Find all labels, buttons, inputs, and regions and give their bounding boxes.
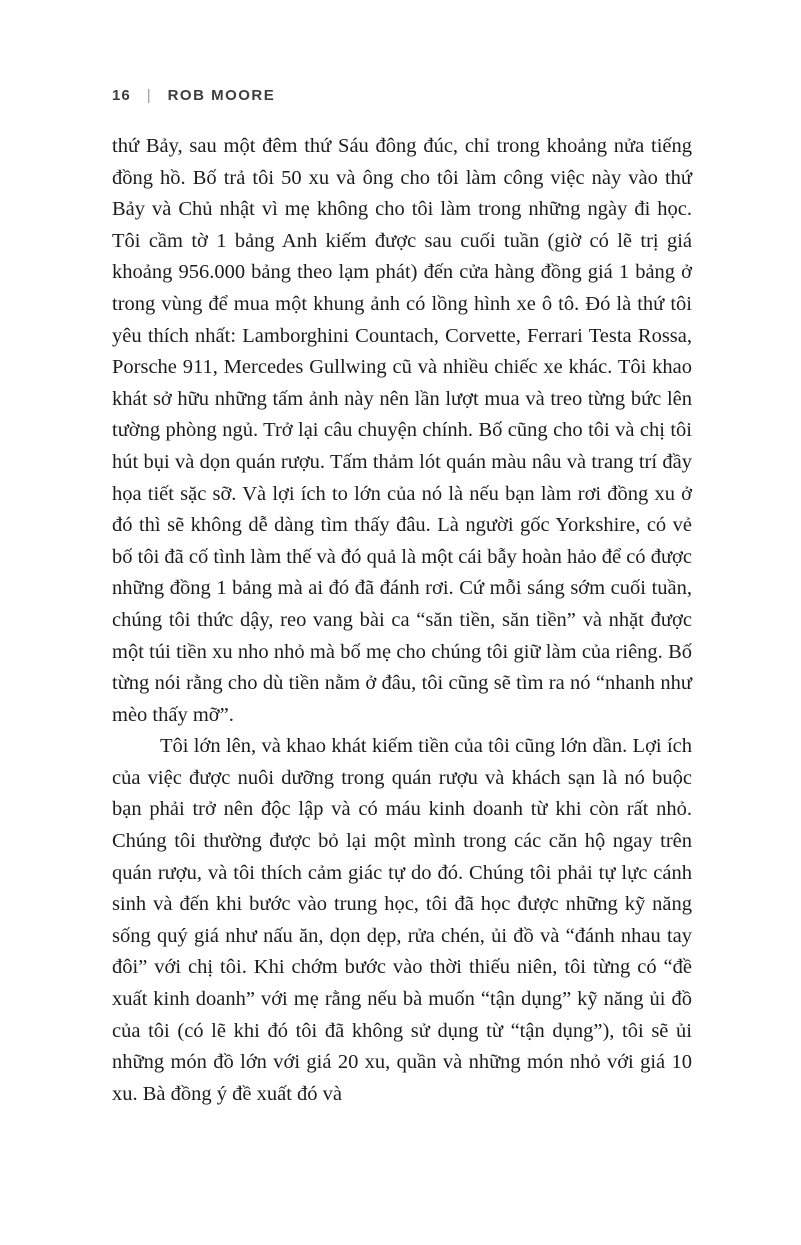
header-separator: | xyxy=(146,87,152,104)
page-number: 16 xyxy=(112,87,131,104)
paragraph-continued: thứ Bảy, sau một đêm thứ Sáu đông đúc, chỉ trong khoảng nửa tiếng đồng hồ. Bố trả tôi 50 xu và ông cho tôi làm công việc này vào thứ Bảy và Chủ nhật vì mẹ không cho tôi làm trong những ngày đi học. Tôi cầm tờ 1 bảng Anh kiếm được sau cuối tuần (giờ có lẽ trị giá khoảng 956.000 bảng theo lạm phát) đến cửa hàng đồng giá 1 bảng ở trong vùng để mua một khung ảnh có lồng hình xe ô tô. Đó là thứ tôi yêu thích nhất: Lamborghini Countach, Corvette, Ferrari Testa Rossa, Porsche 911, Mercedes Gullwing cũ và nhiều chiếc xe khác. Tôi khao khát sở hữu những tấm ảnh này nên lần lượt mua và treo từng bức lên tường phòng ngủ. Trở lại câu chuyện chính. Bố cũng cho tôi và chị tôi hút bụi và dọn quán rượu. Tấm thảm lót quán màu nâu và trang trí đầy họa tiết sặc sỡ. Và lợi ích to lớn của nó là nếu bạn làm rơi đồng xu ở đó thì sẽ không dễ dàng tìm thấy đâu. Là người gốc Yorkshire, có vẻ bố tôi đã cố tình làm thế và đó quả là một cái bẫy hoàn hảo để có được những đồng 1 bảng mà ai đó đã đánh rơi. Cứ mỗi sáng sớm cuối tuần, chúng tôi thức dậy, reo vang bài ca “săn tiền, săn tiền” và nhặt được một túi tiền xu nho nhỏ mà bố mẹ cho chúng tôi giữ làm của riêng. Bố từng nói rằng cho dù tiền nằm ở đâu, tôi cũng sẽ tìm ra nó “nhanh như mèo thấy mỡ”. xyxy=(112,135,692,726)
page-header xyxy=(112,88,692,104)
paragraph: Tôi lớn lên, và khao khát kiếm tiền của tôi cũng lớn dần. Lợi ích của việc được nuôi dưỡng trong quán rượu và khách sạn là nó buộc bạn phải trở nên độc lập và có máu kinh doanh từ khi còn rất nhỏ. Chúng tôi thường được bỏ lại một mình trong các căn hộ ngay trên quán rượu, và tôi thích cảm giác tự do đó. Chúng tôi phải tự lực cánh sinh và đến khi bước vào trung học, tôi đã học được những kỹ năng sống quý giá như nấu ăn, dọn dẹp, rửa chén, ủi đồ và “đánh nhau tay đôi” với chị tôi. Khi chớm bước vào thời thiếu niên, tôi từng có “đề xuất kinh doanh” với mẹ rằng nếu bà muốn “tận dụng” kỹ năng ủi đồ của tôi (có lẽ khi đó tôi đã không sử dụng từ “tận dụng”), tôi sẽ ủi những món đồ lớn với giá 20 xu, quần và những món nhỏ với giá 10 xu. Bà đồng ý đề xuất đó và xyxy=(112,735,692,1105)
body-text xyxy=(112,131,692,1110)
running-title: ROB MOORE xyxy=(167,87,276,104)
